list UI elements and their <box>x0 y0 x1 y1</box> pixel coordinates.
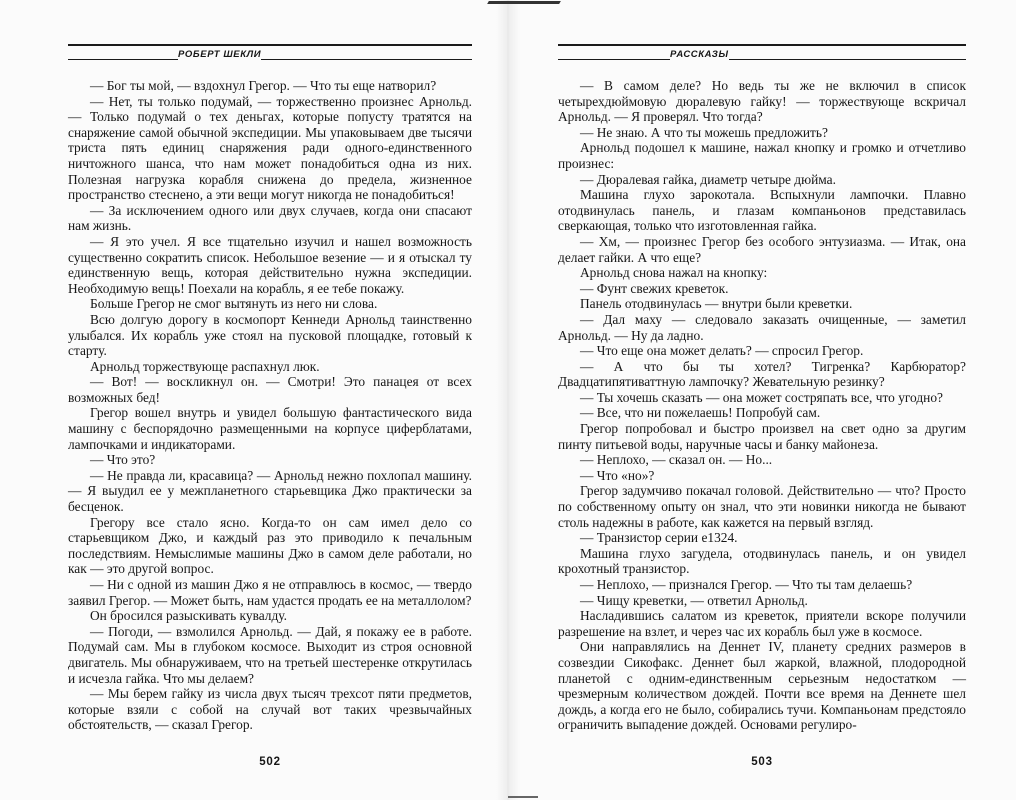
paragraph: — Неплохо, — сказал он. — Но... <box>580 452 773 468</box>
running-head <box>558 47 966 61</box>
book-gutter <box>496 0 520 800</box>
paragraph: — Транзистор серии е1324. <box>580 530 738 546</box>
running-head-line <box>68 59 178 60</box>
paragraph: Арнольд торжествующе распахнул люк. <box>90 358 320 374</box>
paragraph: Грегор попробовал и быстро произвел на свет одно за другим пинту питьевой воды, наручные часы и банку майонеза. <box>558 421 966 452</box>
paragraph: Они направлялись на Деннет IV, планету средних размеров в созвездии Сикофакс. Деннет был жаркой, влажной, плодородной планетой с одним-единственным серьезным недостатком — чрезмерным количеством дождей. Почти все время на Деннете шел дождь, а когда его не было, собирались тучи. Компаньонам предстояло ограничить выпадение дождей. Основами регулиро- <box>558 639 966 733</box>
paragraph: — Дал маху — следовало заказать очищенные, — заметил Арнольд. — Ну да ладно. <box>558 311 966 343</box>
paragraph: — Что «но»? <box>580 467 655 483</box>
page-number: 502 <box>259 756 281 768</box>
paragraph: — За исключением одного или двух случаев, когда они спасают нам жизнь. <box>68 202 472 234</box>
running-head <box>68 47 472 61</box>
paragraph: Арнольд снова нажал на кнопку: <box>580 265 768 281</box>
left-page <box>68 0 472 800</box>
paragraph: Больше Грегор не смог вытянуть из него ни слова. <box>90 296 378 312</box>
running-head-title: РОБЕРТ ШЕКЛИ <box>178 49 262 60</box>
paragraph: — А что бы ты хотел? Тигренка? Карбюратор? Двадцатипятиваттную лампочку? Жевательную резинку? <box>558 358 966 390</box>
paragraph: Он бросился разыскивать кувалду. <box>90 608 287 624</box>
paragraph: — Я это учел. Я все тщательно изучил и нашел возможность существенно сократить список. Небольшое везение — и я отыскал ту единственную вещь, которая действительно нужна экспедиции. Необходимую вещь! Поехали на корабль, я ее тебе покажу. <box>68 233 472 296</box>
header-rule <box>68 44 472 46</box>
scan-mark-top <box>487 1 561 4</box>
header-rule <box>558 44 966 46</box>
paragraph: — Вот! — воскликнул он. — Смотри! Это панацея от всех возможных бед! <box>68 374 472 405</box>
scan-mark-bottom <box>508 796 538 798</box>
paragraph: Машина глухо загудела, отодвинулась панель, и он увидел крохотный транзистор. <box>558 545 966 577</box>
running-head-line <box>558 59 670 60</box>
paragraph: Арнольд подошел к машине, нажал кнопку и громко и отчетливо произнес: <box>558 140 966 171</box>
paragraph: — Хм, — произнес Грегор без особого энтузиазма. — Итак, она делает гайки. А что еще? <box>558 233 966 265</box>
paragraph: Грегору все стало ясно. Когда-то он сам имел дело со старьевщиком Джо, и каждый раз это приводило к печальным последствиям. Немыслимые машины Джо в самом деле работали, но как — это другой вопрос. <box>68 514 472 577</box>
body-text <box>558 78 966 733</box>
paragraph: Всю долгую дорогу в космопорт Кеннеди Арнольд таинственно улыбался. Их корабль уже стоял на пусковой площадке, готовый к старту. <box>68 311 472 359</box>
page-number: 503 <box>751 756 773 768</box>
paragraph: Панель отодвинулась — внутри были креветки. <box>580 296 853 312</box>
paragraph: Грегор задумчиво покачал головой. Действительно — что? Просто по собственному опыту он знал, что эти новинки никогда не бывают столь надежны в работе, как кажется на первый взгляд. <box>558 483 966 530</box>
paragraph: Насладившись салатом из креветок, приятели вскоре получили разрешение на взлет, и через час их корабль был уже в космосе. <box>558 608 966 639</box>
paragraph: — Нет, ты только подумай, — торжественно произнес Арнольд. — Только подумай о тех деньгах, которые попусту тратятся на снаряжение самой обычной экспедиции. Мы упаковываем две тысячи триста пять единиц снаряжения ради одного-единственного ничтожного шанса, что нам может понадобиться одна из них. Полезная нагрузка корабля снижена до предела, жизненное пространство стеснено, а эти вещи могут никогда не понадобиться! <box>68 93 472 203</box>
paragraph: — Что еще она может делать? — спросил Грегор. <box>580 343 864 359</box>
running-head-title: РАССКАЗЫ <box>670 49 729 60</box>
body-text <box>68 78 472 733</box>
paragraph: — Чищу креветки, — ответил Арнольд. <box>580 592 808 608</box>
paragraph: — В самом деле? Но ведь ты же не включил в список четырехдюймовую дюралевую гайку! — торжествующе вскричал Арнольд. — Я проверял. Что тогда? <box>558 78 966 125</box>
paragraph: — Погоди, — взмолился Арнольд. — Дай, я покажу ее в работе. Подумай сам. Мы в глубоком космосе. Выходит из строя основной двигатель. Мы обнаруживаем, что на третьей шестеренке открутилась и исчезла гайка. Что мы делаем? <box>68 623 472 686</box>
paragraph: — Не знаю. А что ты можешь предложить? <box>580 124 828 140</box>
paragraph: — Мы берем гайку из числа двух тысяч трехсот пяти предметов, которые взяли с собой на случай вот таких чрезвычайных обстоятельств, — сказал Грегор. <box>68 686 472 733</box>
running-head-line <box>729 59 966 60</box>
paragraph: — Ни с одной из машин Джо я не отправлюсь в космос, — твердо заявил Грегор. — Может быть, нам удастся продать ее на металлолом? <box>68 577 472 608</box>
paragraph: — Ты хочешь сказать — она может состряпать все, что угодно? <box>580 389 943 405</box>
paragraph: — Все, что ни пожелаешь! Попробуй сам. <box>580 405 821 421</box>
paragraph: — Что это? <box>90 452 156 468</box>
paragraph: — Бог ты мой, — вздохнул Грегор. — Что ты еще натворил? <box>90 78 437 93</box>
paragraph: Грегор вошел внутрь и увидел большую фантастического вида машину с беспорядочно размещенными на корпусе циферблатами, лампочками и индикаторами. <box>68 405 472 452</box>
paragraph: — Дюралевая гайка, диаметр четыре дюйма. <box>580 171 836 187</box>
running-head-line <box>261 59 472 60</box>
paragraph: — Фунт свежих креветок. <box>580 280 729 296</box>
paragraph: — Не правда ли, красавица? — Арнольд нежно похлопал машину. — Я выудил ее у межпланетного старьевщика Джо практически за бесценок. <box>68 467 472 515</box>
right-page <box>558 0 966 800</box>
paragraph: Машина глухо зарокотала. Вспыхнули лампочки. Плавно отодвинулась панель, и глазам компаньонов представилась сверкающая, только что изготовленная гайка. <box>558 187 966 234</box>
paragraph: — Неплохо, — признался Грегор. — Что ты там делаешь? <box>580 577 913 592</box>
